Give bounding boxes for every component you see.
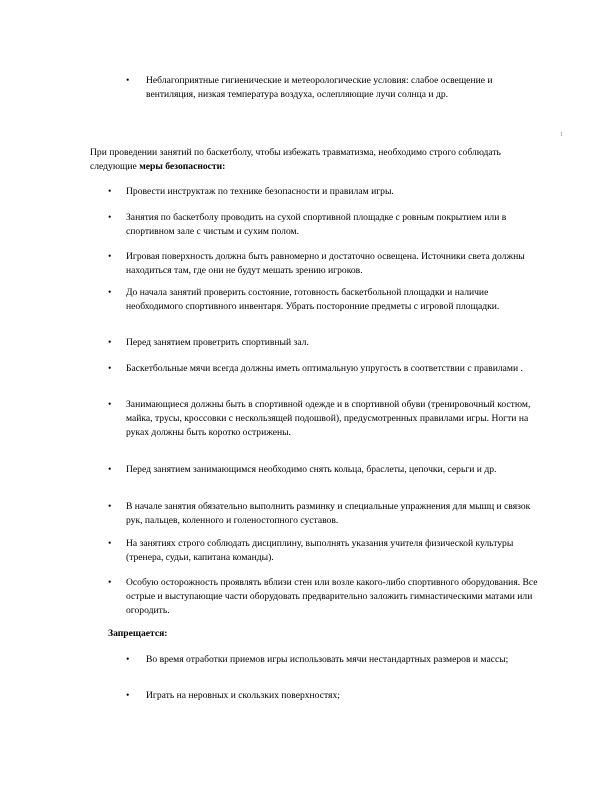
bullet-icon: •	[108, 186, 112, 197]
bullet-icon: •	[108, 538, 112, 549]
bullet-icon: •	[126, 690, 130, 701]
forbidden-list-item	[126, 653, 536, 667]
list-item-text: Играть на неровных и скользких поверхностях;	[146, 690, 340, 701]
safety-list-item	[108, 537, 538, 565]
safety-list-item	[108, 211, 538, 239]
safety-list-item	[108, 398, 538, 440]
forbidden-list-item	[126, 689, 536, 703]
list-item-text: Во время отработки приемов игры использовать мячи нестандартных размеров и массы;	[146, 654, 509, 665]
page-number: 1	[560, 132, 563, 138]
safety-list-item	[108, 336, 538, 350]
list-item-text: Перед занятием проветрить спортивный зал.	[126, 337, 309, 348]
safety-list-item	[108, 500, 538, 528]
bullet-icon: •	[108, 399, 112, 410]
bullet-icon: •	[108, 577, 112, 588]
list-item-text: Занимающиеся должны быть в спортивной одежде и в спортивной обуви (тренировочный костюм, майка, трусы, кроссовки с нескользящей подошвой), предусмотренных правилами игры. Ногти на руках должны быть коротко острижены.	[126, 399, 531, 438]
safety-list-item	[108, 250, 538, 278]
bullet-icon: •	[108, 464, 112, 475]
list-item-text: До начала занятий проверить состояние, готовность баскетбольной площадки и наличие необходимого спортивного инвентаря. Убрать посторонние предметы с игровой площадки.	[126, 287, 500, 312]
safety-list-item	[108, 286, 538, 314]
list-item-text: В начале занятия обязательно выполнить разминку и специальные упражнения для мышц и связок рук, пальцев, коленного и голеностопного суставов.	[126, 501, 531, 526]
bullet-icon: •	[108, 212, 112, 223]
bullet-icon: •	[126, 654, 130, 665]
intro-bold-text: меры безопасности:	[139, 161, 226, 172]
intro-paragraph	[90, 146, 530, 174]
list-item-text: Неблагоприятные гигиенические и метеорологические условия: слабое освещение и вентиляция, низкая температура воздуха, ослепляющие лучи солнца и др.	[146, 75, 493, 100]
list-item-text: Перед занятием занимающимся необходимо снять кольца, браслеты, цепочки, серьги и др.	[126, 464, 497, 475]
list-item-text: Особую осторожность проявлять вблизи стен или возле какого-либо спортивного оборудования. Все острые и выступающие части оборудовать предварительно заложить гимнастическими матами или огородить.	[126, 577, 538, 616]
list-item-text: Провести инструктаж по технике безопасности и правилам игры.	[126, 186, 394, 197]
bullet-icon: •	[126, 75, 130, 86]
safety-list-item	[108, 463, 538, 477]
list-item-text: Игровая поверхность должна быть равномерно и достаточно освещена. Источники света должны находиться там, где они не будут мешать зрению игроков.	[126, 251, 525, 276]
bullet-icon: •	[108, 251, 112, 262]
bullet-icon: •	[108, 363, 112, 374]
intro-text: При проведении занятий по баскетболу, чтобы избежать травматизма, необходимо строго соблюдать следующие	[90, 147, 501, 172]
hazard-list-item	[126, 74, 516, 102]
safety-list-item	[108, 576, 538, 618]
forbidden-heading: Запрещается:	[108, 628, 168, 639]
bullet-icon: •	[108, 501, 112, 512]
list-item-text: На занятиях строго соблюдать дисциплину, выполнять указания учителя физической культуры (тренера, судьи, капитана команды).	[126, 538, 514, 563]
bullet-icon: •	[108, 287, 112, 298]
list-item-text: Баскетбольные мячи всегда должны иметь оптимальную упругость в соответствии с правилами .	[126, 363, 523, 374]
bullet-icon: •	[108, 337, 112, 348]
safety-list-item	[108, 362, 538, 376]
safety-list-item	[108, 185, 538, 199]
list-item-text: Занятия по баскетболу проводить на сухой спортивной площадке с ровным покрытием или в спортивном зале с чистым и сухим полом.	[126, 212, 507, 237]
